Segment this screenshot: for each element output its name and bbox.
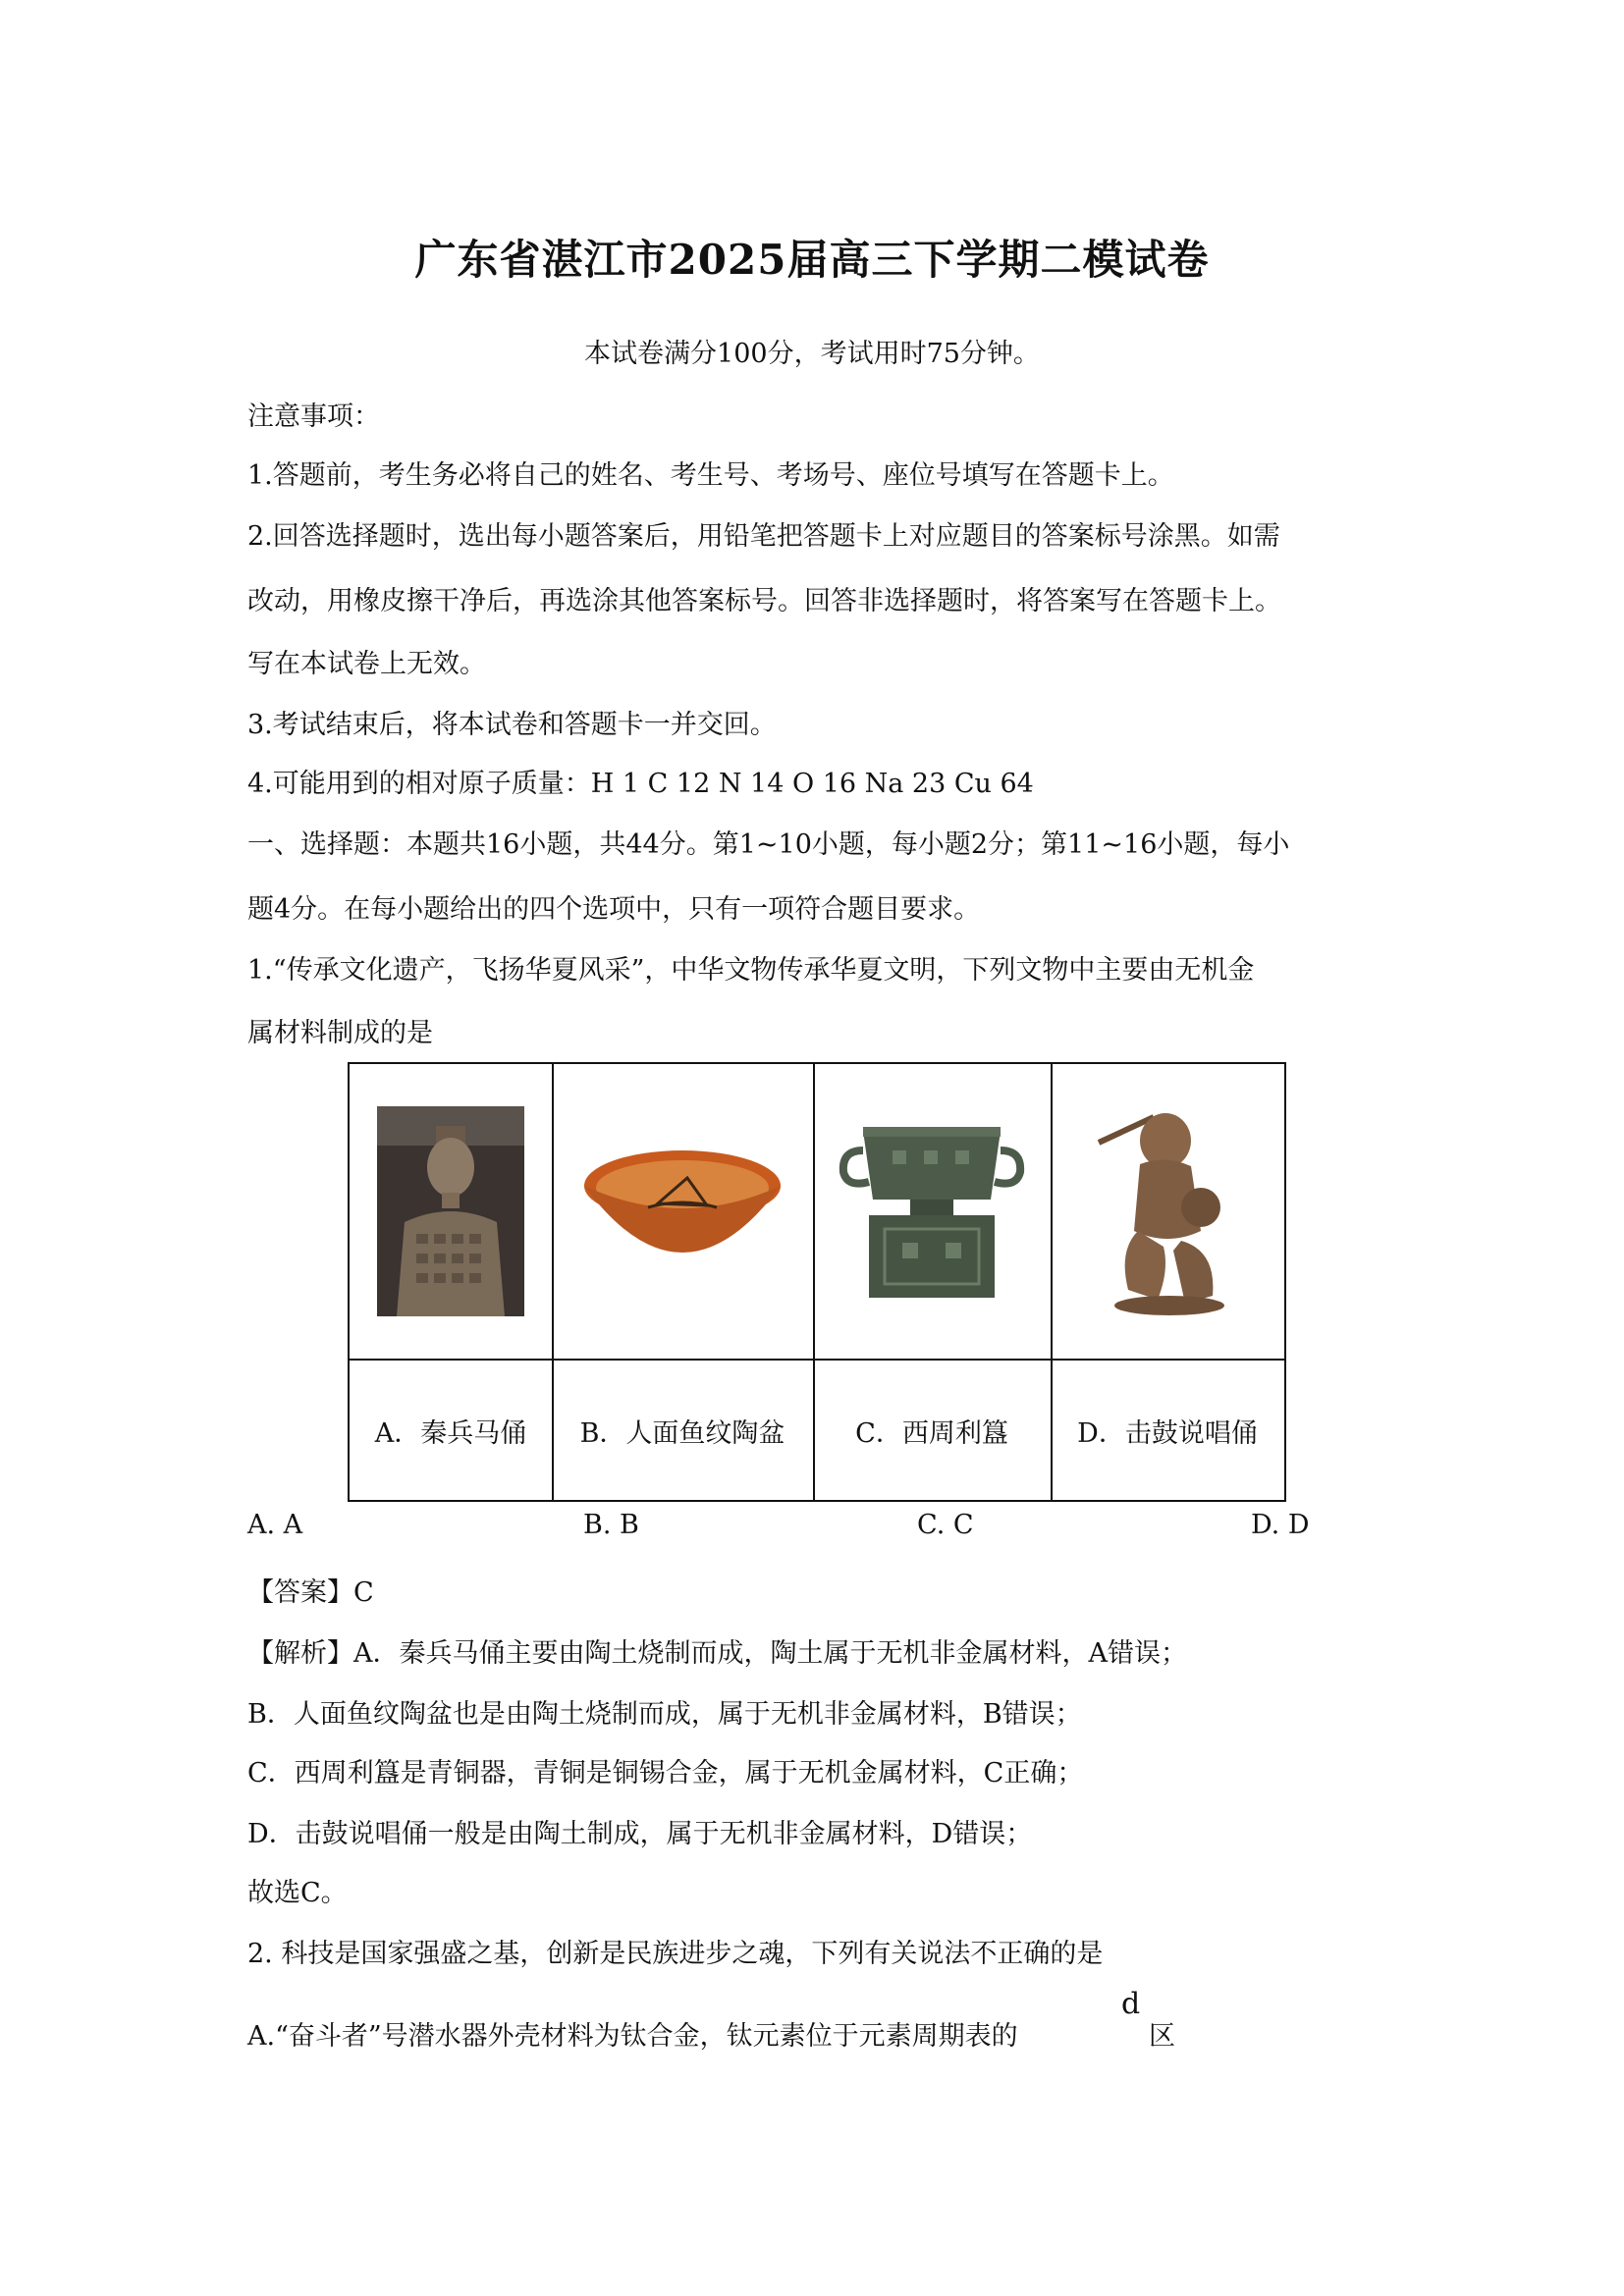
question-2-option-a: A.“奋斗者”号潜水器外壳材料为钛合金，钛元素位于元素周期表的: [247, 2021, 1018, 2052]
question-2-option-a-tail: 区: [1149, 2021, 1175, 2052]
bronze-gui-vessel-image: [813, 1064, 1051, 1359]
notice-item: 改动，用橡皮擦干净后，再选涂其他答案标号。回答非选择题时，将答案写在答题卡上。: [247, 586, 1281, 616]
analysis-line: 故选C。: [247, 1878, 348, 1908]
question-1-stem-cont: 属材料制成的是: [247, 1018, 433, 1048]
artifact-table: [348, 1062, 1286, 1502]
d-block-symbol: d: [1121, 1987, 1141, 2021]
question-1-stem: 1.“传承文化遗产，飞扬华夏风采”，中华文物传承华夏文明，下列文物中主要由无机金: [247, 955, 1255, 986]
choice-d: D. D: [1251, 1510, 1310, 1540]
choice-b: B. B: [583, 1510, 639, 1540]
option-c-label: C．西周利簋: [855, 1417, 1008, 1449]
choice-a: A. A: [247, 1510, 303, 1540]
notice-item: 4.可能用到的相对原子质量：H 1 C 12 N 14 O 16 Na 23 Cu 64: [247, 769, 1034, 799]
notice-heading: 注意事项：: [247, 401, 380, 432]
terracotta-warrior-image: [350, 1064, 552, 1359]
notice-item: 2.回答选择题时，选出每小题答案后，用铅笔把答题卡上对应题目的答案标号涂黑。如需: [247, 521, 1280, 552]
painted-pottery-basin-image: [552, 1064, 813, 1359]
analysis-line: B．人面鱼纹陶盆也是由陶土烧制而成，属于无机非金属材料，B错误；: [247, 1699, 1082, 1730]
drum-storyteller-figurine-image: [1051, 1064, 1284, 1359]
notice-item: 1.答题前，考生务必将自己的姓名、考生号、考场号、座位号填写在答题卡上。: [247, 460, 1174, 491]
analysis-line: C．西周利簋是青铜器，青铜是铜锡合金，属于无机金属材料，C正确；: [247, 1758, 1084, 1789]
page-title: 广东省湛江市2025届高三下学期二模试卷: [414, 236, 1210, 284]
exam-info: 本试卷满分100分，考试用时75分钟。: [584, 339, 1040, 369]
option-a-label: A．秦兵马俑: [374, 1417, 527, 1449]
notice-item: 3.考试结束后，将本试卷和答题卡一并交回。: [247, 710, 777, 740]
section-heading-cont: 题4分。在每小题给出的四个选项中，只有一项符合题目要求。: [247, 894, 981, 925]
notice-item: 写在本试卷上无效。: [247, 649, 486, 679]
answer: 【答案】C: [247, 1577, 374, 1608]
analysis-line: 【解析】A．秦兵马俑主要由陶土烧制而成，陶土属于无机非金属材料，A错误；: [247, 1638, 1187, 1669]
analysis-line: D．击鼓说唱俑一般是由陶土制成，属于无机非金属材料，D错误；: [247, 1819, 1033, 1849]
option-b-label: B．人面鱼纹陶盆: [579, 1417, 785, 1449]
section-heading: 一、选择题：本题共16小题，共44分。第1~10小题，每小题2分；第11~16小题，每小: [247, 829, 1290, 860]
question-2-stem: 2. 科技是国家强盛之基，创新是民族进步之魂，下列有关说法不正确的是: [247, 1939, 1104, 1969]
choice-c: C. C: [917, 1510, 974, 1540]
option-d-label: D．击鼓说唱俑: [1077, 1417, 1258, 1449]
